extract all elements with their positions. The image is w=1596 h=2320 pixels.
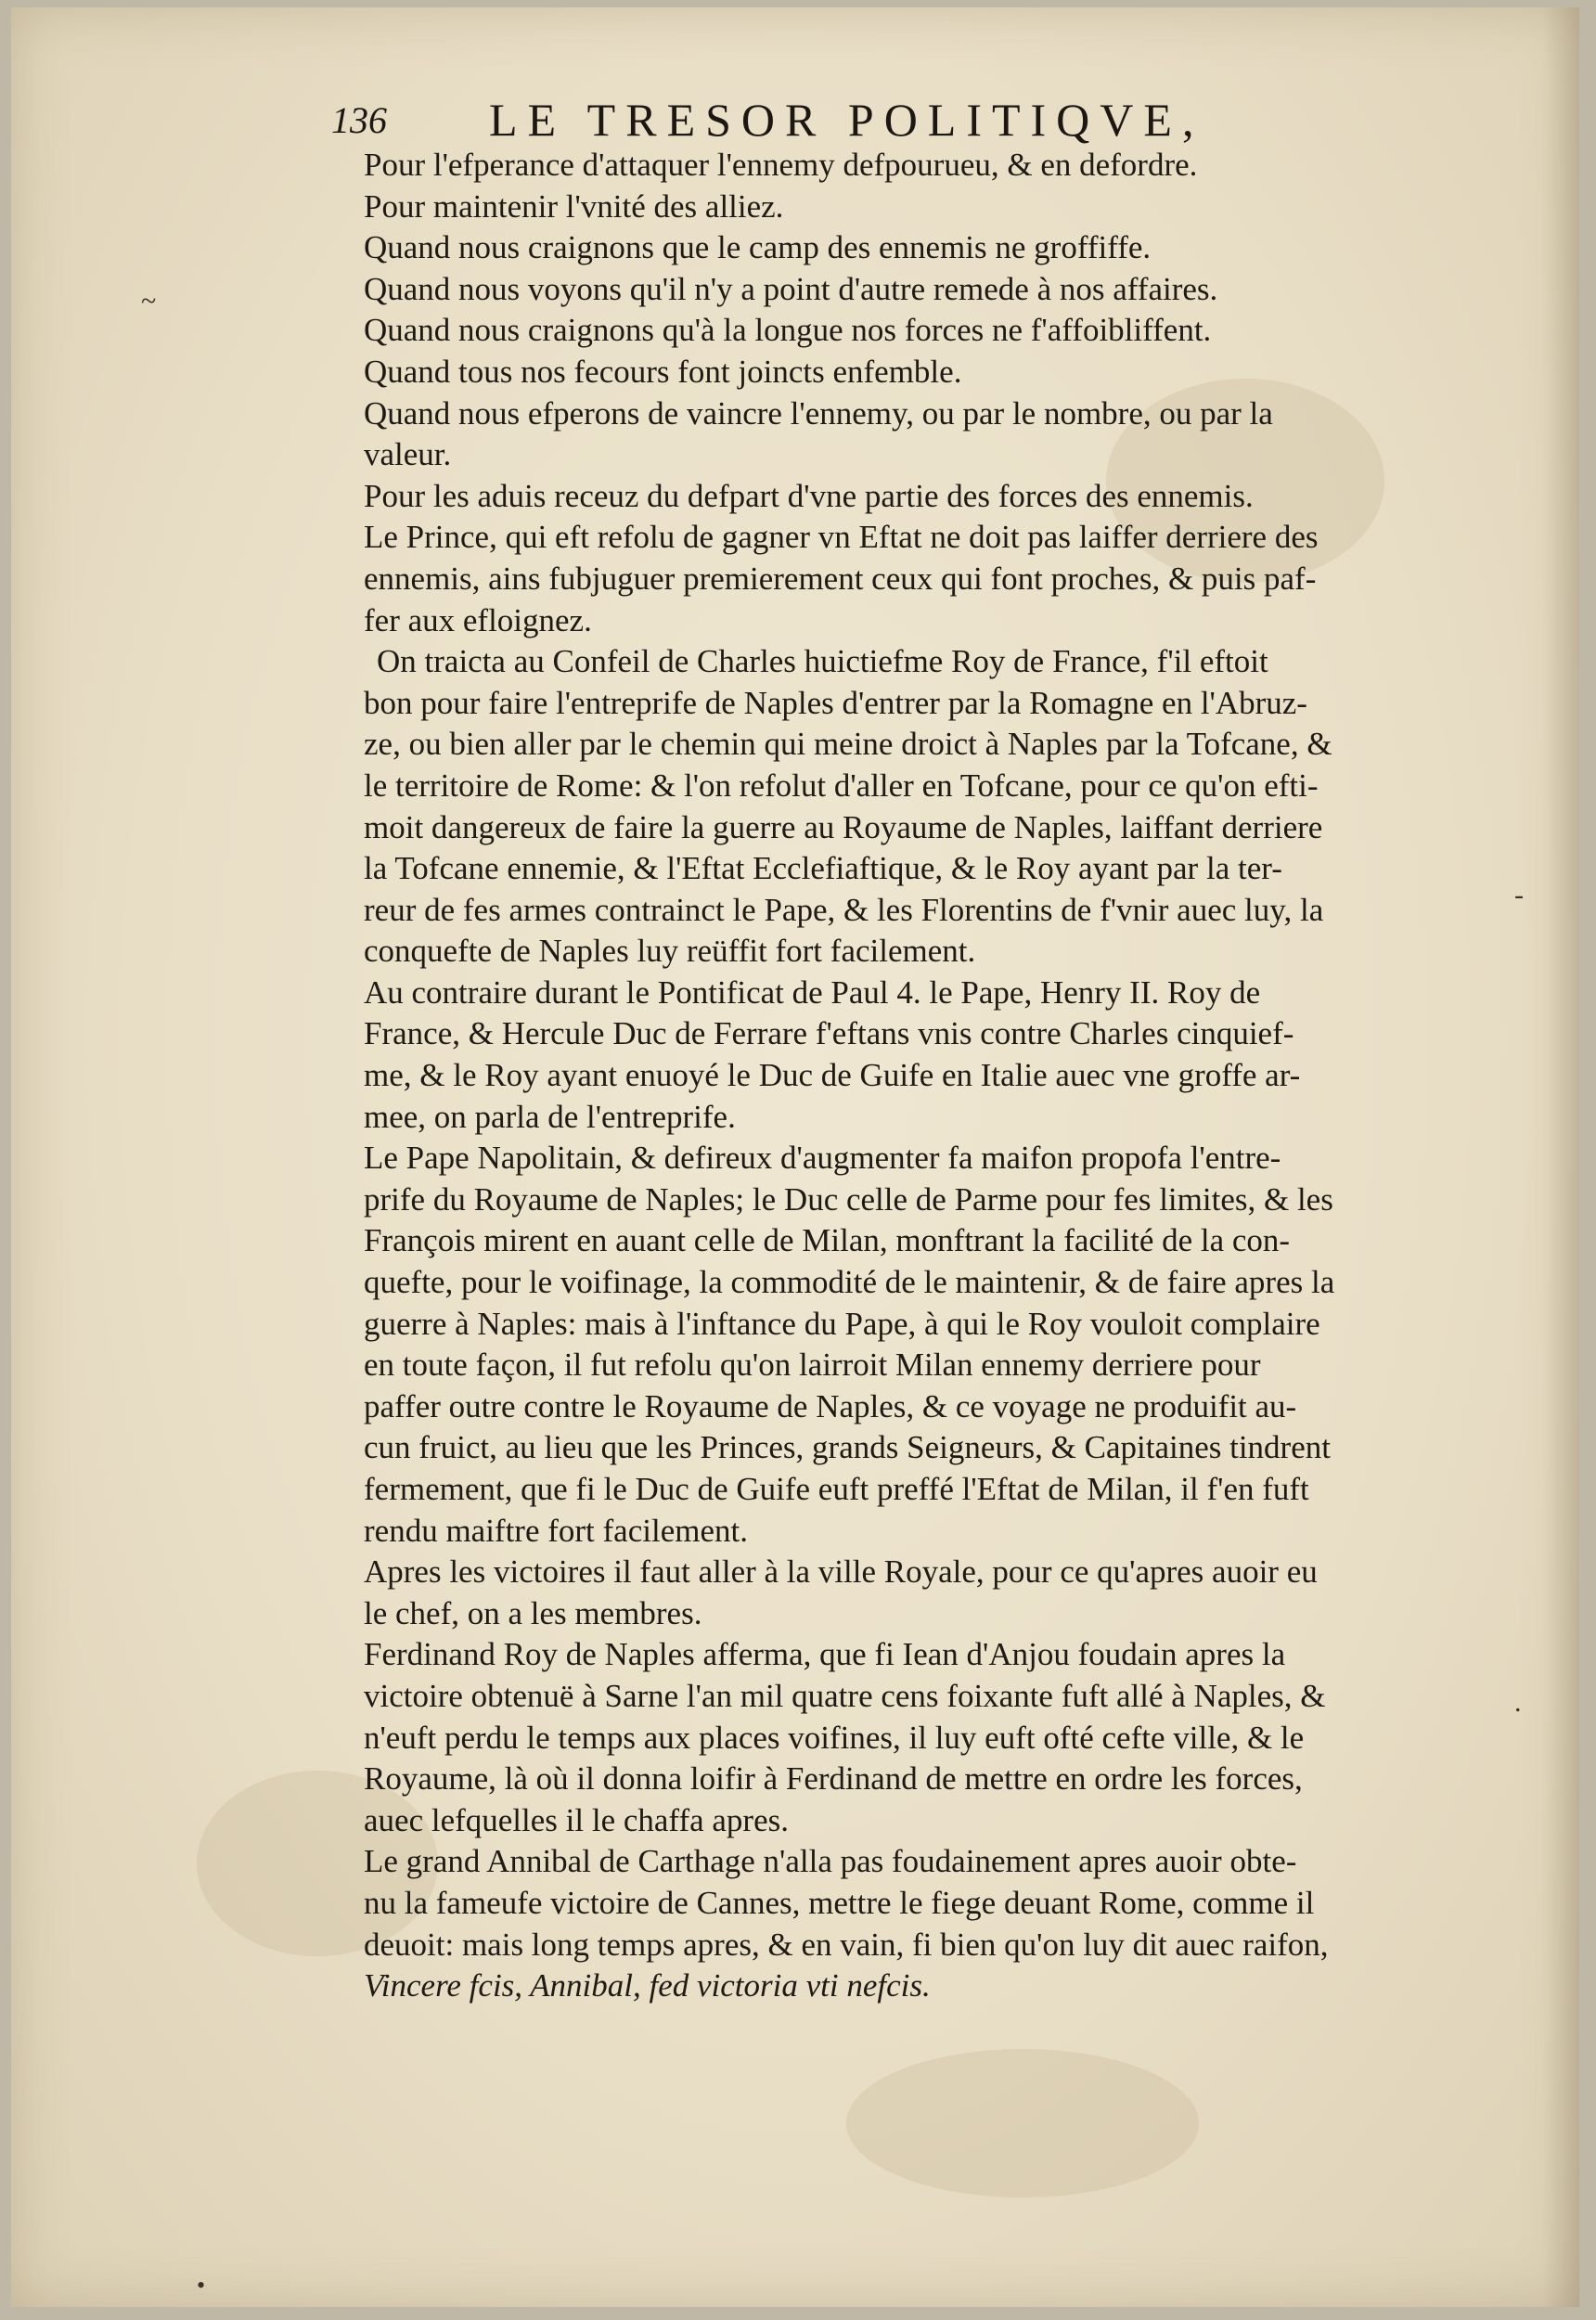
paragraph: Quand nous voyons qu'il n'y a point d'autre remede à nos affaires. — [364, 270, 1218, 307]
gutter-shadow — [1542, 7, 1579, 2307]
paragraph: Quand nous efperons de vaincre l'ennemy, ou par le nombre, ou par la valeur. — [364, 394, 1273, 473]
margin-mark: - — [1514, 880, 1524, 910]
main-text — [364, 145, 1457, 2007]
margin-mark: . — [1514, 1687, 1522, 1718]
paragraph: Pour les aduis receuz du defpart d'vne partie des forces des ennemis. — [364, 477, 1254, 514]
paragraph: Le Pape Napolitain, & defireux d'augmenter fa maifon propofa l'entre- prife du Royaume de Naples; le Duc celle de Parme pour fes limites, & les François mirent en auant celle de Milan, monftrant la facilité de la con- quefte, pour le voifinage, la commodité de le maintenir, & de faire apres la guerre à Naples: mais à l'inftance du Pape, à qui le Roy vouloit complaire en toute façon, il fut refolu qu'on lairroit Milan ennemy derriere pour paffer outre contre le Royaume de Naples, & ce voyage ne produifit au- cun fruict, au lieu que les Princes, grands Seigneurs, & Capitaines tindrent fermement, que fi le Duc de Guife euft preffé l'Eftat de Milan, il f'en fuft rendu maiftre fort facilement. — [364, 1140, 1335, 1549]
page-header — [331, 93, 1463, 148]
paragraph: Pour l'efperance d'attaquer l'ennemy defpourueu, & en defordre. — [364, 147, 1198, 183]
paragraph: Le Prince, qui eft refolu de gagner vn Eftat ne doit pas laiffer derriere des ennemis, ains fubjuguer premierement ceux qui font proches, & puis paf- fer aux efloignez. — [364, 519, 1319, 638]
paragraph: Quand nous craignons que le camp des ennemis ne groffiffe. — [364, 229, 1152, 266]
paragraph: Quand nous craignons qu'à la longue nos forces ne f'affoibliffent. — [364, 312, 1212, 349]
ink-blot: • — [197, 2272, 206, 2299]
paragraph: On traicta au Confeil de Charles huictiefme Roy de France, f'il eftoit bon pour faire l'entreprife de Naples d'entrer par la Romagne en l'Abruz- ze, ou bien aller par le chemin qui meine droict à Naples par la Tofcane, & le territoire de Rome: & l'on refolut d'aller en Tofcane, pour ce qu'on efti- moit dangereux de faire la guerre au Royaume de Naples, laiffant derriere la Tofcane ennemie, & l'Eftat Ecclefiaftique, & le Roy ayant par la ter- reur de fes armes contrainct le Pape, & les Florentins de f'vnir auec luy, la conquefte de Naples luy reüffit fort facilement. — [364, 643, 1332, 970]
paragraph: Le grand Annibal de Carthage n'alla pas foudainement apres auoir obte- nu la fameufe victoire de Cannes, mettre le fiege deuant Rome, comme il deuoit: mais long temps apres, & en vain, fi bien qu'on luy dit auec raifon, — [364, 1843, 1329, 1963]
page-number: 136 — [331, 99, 387, 141]
paper-stain — [846, 2049, 1199, 2198]
paragraph: Au contraire durant le Pontificat de Paul 4. le Pape, Henry II. Roy de France, & Hercule Duc de Ferrare f'eftans vnis contre Charles cinquief- me, & le Roy ayant enuoyé le Duc de Guife en Italie auec vne groffe ar- mee, on parla de l'entreprife. — [364, 973, 1301, 1135]
paragraph: Apres les victoires il faut aller à la ville Royale, pour ce qu'apres auoir eu le chef, on a les membres. — [364, 1553, 1318, 1631]
paragraph: Pour maintenir l'vnité des alliez. — [364, 187, 784, 225]
paragraph: Quand tous nos fecours font joincts enfemble. — [364, 353, 962, 390]
paragraph: Ferdinand Roy de Naples afferma, que fi Iean d'Anjou foudain apres la victoire obtenuë à Sarne l'an mil quatre cens foixante fuft allé à Naples, & n'euft perdu le temps aux places voifines, il luy euft ofté cefte ville, & le Royaume, là où il donna loifir à Ferdinand de mettre en ordre les forces, auec lefquelles il le chaffa apres. — [364, 1636, 1326, 1838]
margin-mark: ~ — [141, 286, 157, 316]
latin-quote: Vincere fcis, Annibal, fed victoria vti nefcis. — [364, 1967, 931, 2004]
running-title: LE TRESOR POLITIQVE, — [489, 94, 1204, 146]
